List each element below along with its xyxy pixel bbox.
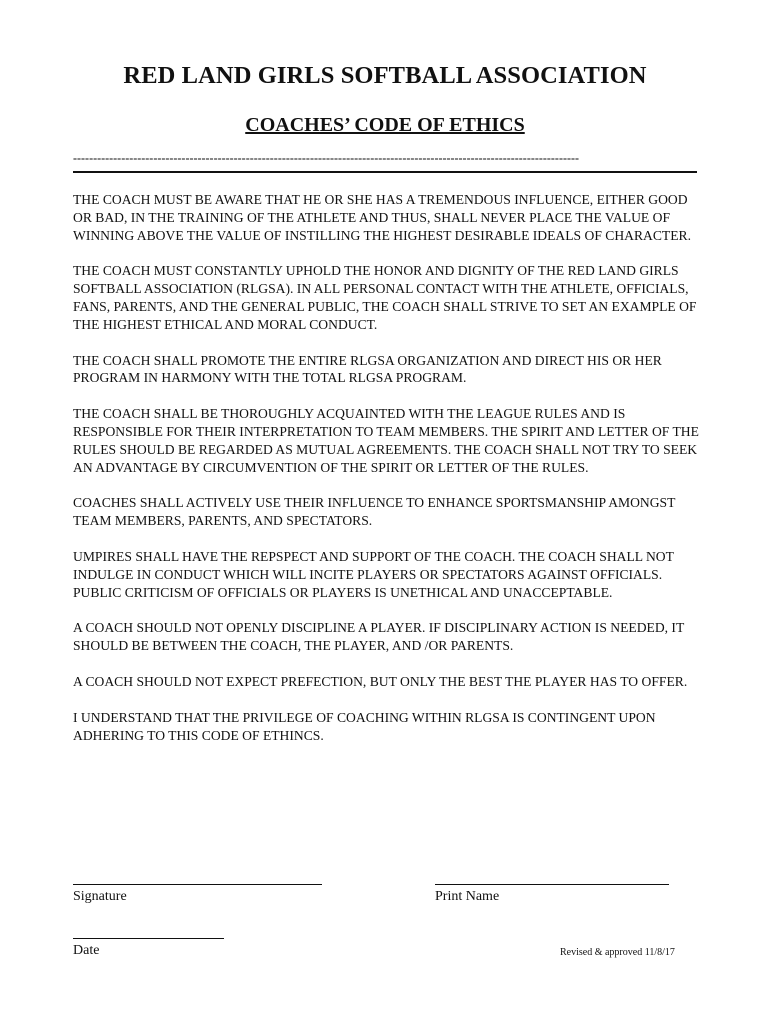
print-name-line[interactable] [435,884,669,885]
date-label: Date [73,943,100,958]
ethics-paragraph: THE COACH SHALL BE THOROUGHLY ACQUAINTED WITH THE LEAGUE RULES AND IS RESPONSIBLE FOR THEIR INTERPRETATION TO TEAM MEMBERS. THE SPIRIT AND LETTER OF THE RULES SHOULD BE REGARDED AS MUTUAL AGREEMENTS. THE COACH SHALL NOT TRY TO SEEK AN ADVANTAGE BY CIRCUMVENTION OF THE SPIRIT OR LETTER OF THE RULES. [73,406,699,475]
ethics-paragraph: A COACH SHOULD NOT EXPECT PREFECTION, BUT ONLY THE BEST THE PLAYER HAS TO OFFER. [73,673,688,689]
horizontal-rule [73,171,697,173]
ethics-paragraph: THE COACH SHALL PROMOTE THE ENTIRE RLGSA ORGANIZATION AND DIRECT HIS OR HER PROGRAM IN HARMONY WITH THE TOTAL RLGSA PROGRAM. [73,352,662,386]
revision-note: Revised & approved 11/8/17 [560,947,675,958]
dashed-divider: ------------------------------------------------------------------------------------------------------------------------------ [73,153,580,163]
document-title: RED LAND GIRLS SOFTBALL ASSOCIATION [123,62,647,89]
ethics-paragraph: UMPIRES SHALL HAVE THE REPSPECT AND SUPPORT OF THE COACH. THE COACH SHALL NOT INDULGE IN CONDUCT WHICH WILL INCITE PLAYERS OR SPECTATORS AGAINST OFFICIALS. PUBLIC CRITICISM OF OFFICIALS OR PLAYERS IS UNETHICAL AND UNACCEPTABLE. [73,548,674,600]
signature-label: Signature [73,889,127,904]
document-subtitle: COACHES’ CODE OF ETHICS [245,114,525,136]
ethics-paragraph: THE COACH MUST CONSTANTLY UPHOLD THE HONOR AND DIGNITY OF THE RED LAND GIRLS SOFTBALL ASSOCIATION (RLGSA). IN ALL PERSONAL CONTACT WITH THE ATHLETE, OFFICIALS, FANS, PARENTS, AND THE GENERAL PUBLIC, THE COACH SHALL STRIVE TO SET AN EXAMPLE OF THE HIGHEST ETHICAL AND MORAL CONDUCT. [73,263,697,332]
date-line[interactable] [73,938,224,939]
ethics-body [73,191,703,762]
print-name-label: Print Name [435,889,500,904]
signature-line[interactable] [73,884,322,885]
ethics-paragraph: A COACH SHOULD NOT OPENLY DISCIPLINE A PLAYER. IF DISCIPLINARY ACTION IS NEEDED, IT SHOULD BE BETWEEN THE COACH, THE PLAYER, AND /OR PARENTS. [73,620,685,654]
ethics-paragraph: THE COACH MUST BE AWARE THAT HE OR SHE HAS A TREMENDOUS INFLUENCE, EITHER GOOD OR BAD, IN THE TRAINING OF THE ATHLETE AND THUS, SHALL NEVER PLACE THE VALUE OF WINNING ABOVE THE VALUE OF INSTILLING THE HIGHEST DESIRABLE IDEALS OF CHARACTER. [73,192,691,243]
ethics-paragraph: COACHES SHALL ACTIVELY USE THEIR INFLUENCE TO ENHANCE SPORTSMANSHIP AMONGST TEAM MEMBERS, PARENTS, AND SPECTATORS. [73,495,676,529]
ethics-paragraph: I UNDERSTAND THAT THE PRIVILEGE OF COACHING WITHIN RLGSA IS CONTINGENT UPON ADHERING TO THIS CODE OF ETHINCS. [73,709,656,743]
